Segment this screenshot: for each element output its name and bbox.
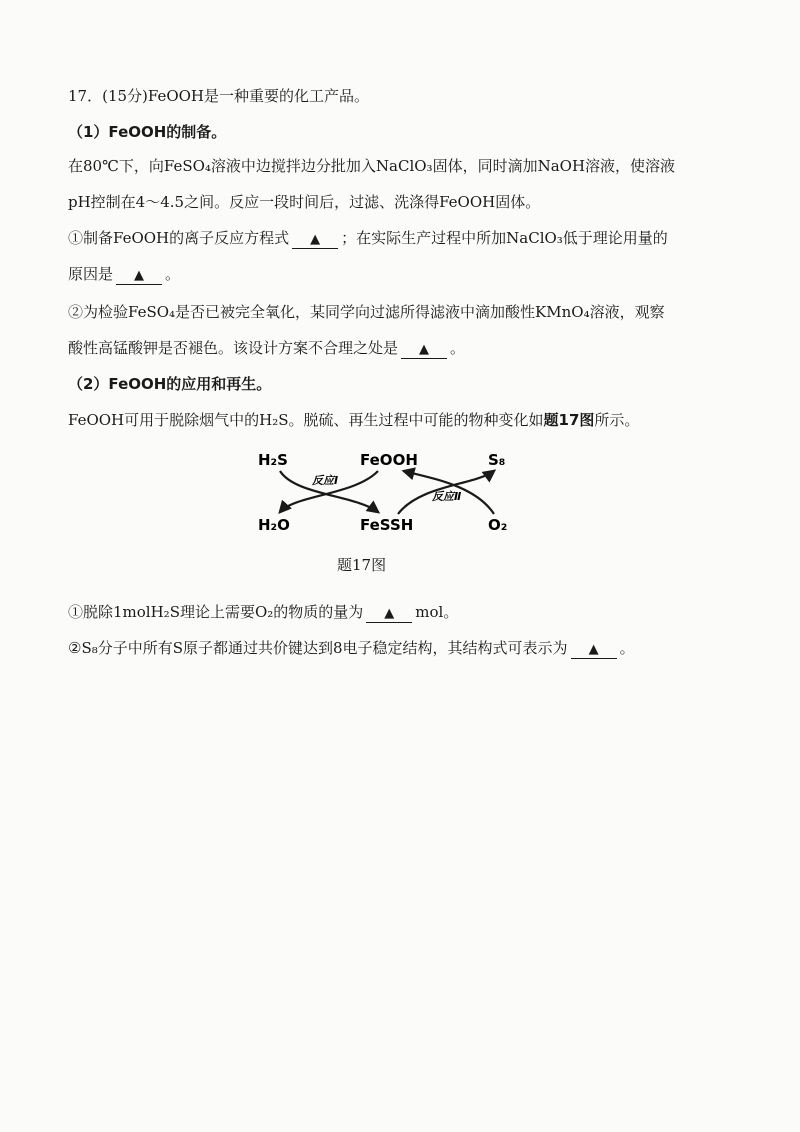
part1-text-line1: 在80℃下，向FeSO₄溶液中边搅拌边分批加入NaClO₃固体，同时滴加NaOH溶液，使溶液: [68, 157, 676, 175]
part1-text-line2: pH控制在4～4.5之间。反应一段时间后，过滤、洗涤得FeOOH固体。: [68, 193, 541, 211]
species-fessh: FeSSH: [360, 516, 414, 534]
part1-q2-text-b: 。: [450, 339, 466, 357]
question-header: 17．(15分)FeOOH是一种重要的化工产品。: [68, 87, 370, 105]
part1-question1-line1: [68, 228, 668, 249]
reaction-cycle-diagram: [250, 440, 530, 550]
answer-blank[interactable]: [401, 340, 447, 359]
answer-blank[interactable]: [571, 640, 617, 659]
part2-intro-b: 所示。: [594, 411, 640, 429]
part1-question1-line2: [68, 264, 180, 285]
part2-q2-text-b: 。: [619, 639, 635, 657]
part1-q1-text-a: ①制备FeOOH的离子反应方程式: [68, 229, 290, 247]
species-h2s: H₂S: [258, 451, 288, 469]
part1-q2-text-a: 酸性高锰酸钾是否褪色。该设计方案不合理之处是: [68, 339, 399, 357]
part2-q1-text-b: mol。: [415, 603, 459, 621]
answer-blank[interactable]: [116, 266, 162, 285]
part2-question2: [68, 638, 635, 659]
part2-intro: [68, 410, 639, 430]
part2-question1: [68, 602, 458, 623]
reaction1-label: 反应Ⅰ: [312, 474, 339, 487]
part1-question2-line2: [68, 338, 465, 359]
part2-q2-text-a: ②S₈分子中所有S原子都通过共价键达到8电子稳定结构，其结构式可表示为: [68, 639, 568, 657]
species-h2o: H₂O: [258, 516, 290, 534]
part1-q1-text-b: ；在实际生产过程中所加NaClO₃低于理论用量的: [341, 229, 668, 247]
part1-q1-text-d: 。: [165, 265, 181, 283]
part1-title: （1）FeOOH的制备。: [68, 123, 227, 141]
part2-q1-text-a: ①脱除1molH₂S理论上需要O₂的物质的量为: [68, 603, 364, 621]
species-s8: S₈: [488, 451, 506, 469]
figure-caption: 题17图: [337, 556, 387, 574]
part1-q1-text-c: 原因是: [68, 265, 114, 283]
answer-blank[interactable]: [366, 604, 412, 623]
species-o2: O₂: [488, 516, 508, 534]
part2-title: （2）FeOOH的应用和再生。: [68, 375, 272, 393]
answer-triangle-icon: ▲: [384, 606, 395, 621]
part2-intro-a: FeOOH可用于脱除烟气中的H₂S。脱硫、再生过程中可能的物种变化如: [68, 411, 544, 429]
answer-triangle-icon: ▲: [310, 232, 321, 247]
species-feooh: FeOOH: [360, 451, 418, 469]
answer-triangle-icon: ▲: [588, 642, 599, 657]
answer-triangle-icon: ▲: [419, 342, 430, 357]
figure-reference: 题17图: [543, 411, 595, 429]
part1-question2-line1: ②为检验FeSO₄是否已被完全氧化，某同学向过滤所得滤液中滴加酸性KMnO₄溶液，观察: [68, 303, 665, 321]
answer-triangle-icon: ▲: [134, 268, 145, 283]
reaction2-label: 反应Ⅱ: [432, 490, 462, 503]
answer-blank[interactable]: [292, 230, 338, 249]
